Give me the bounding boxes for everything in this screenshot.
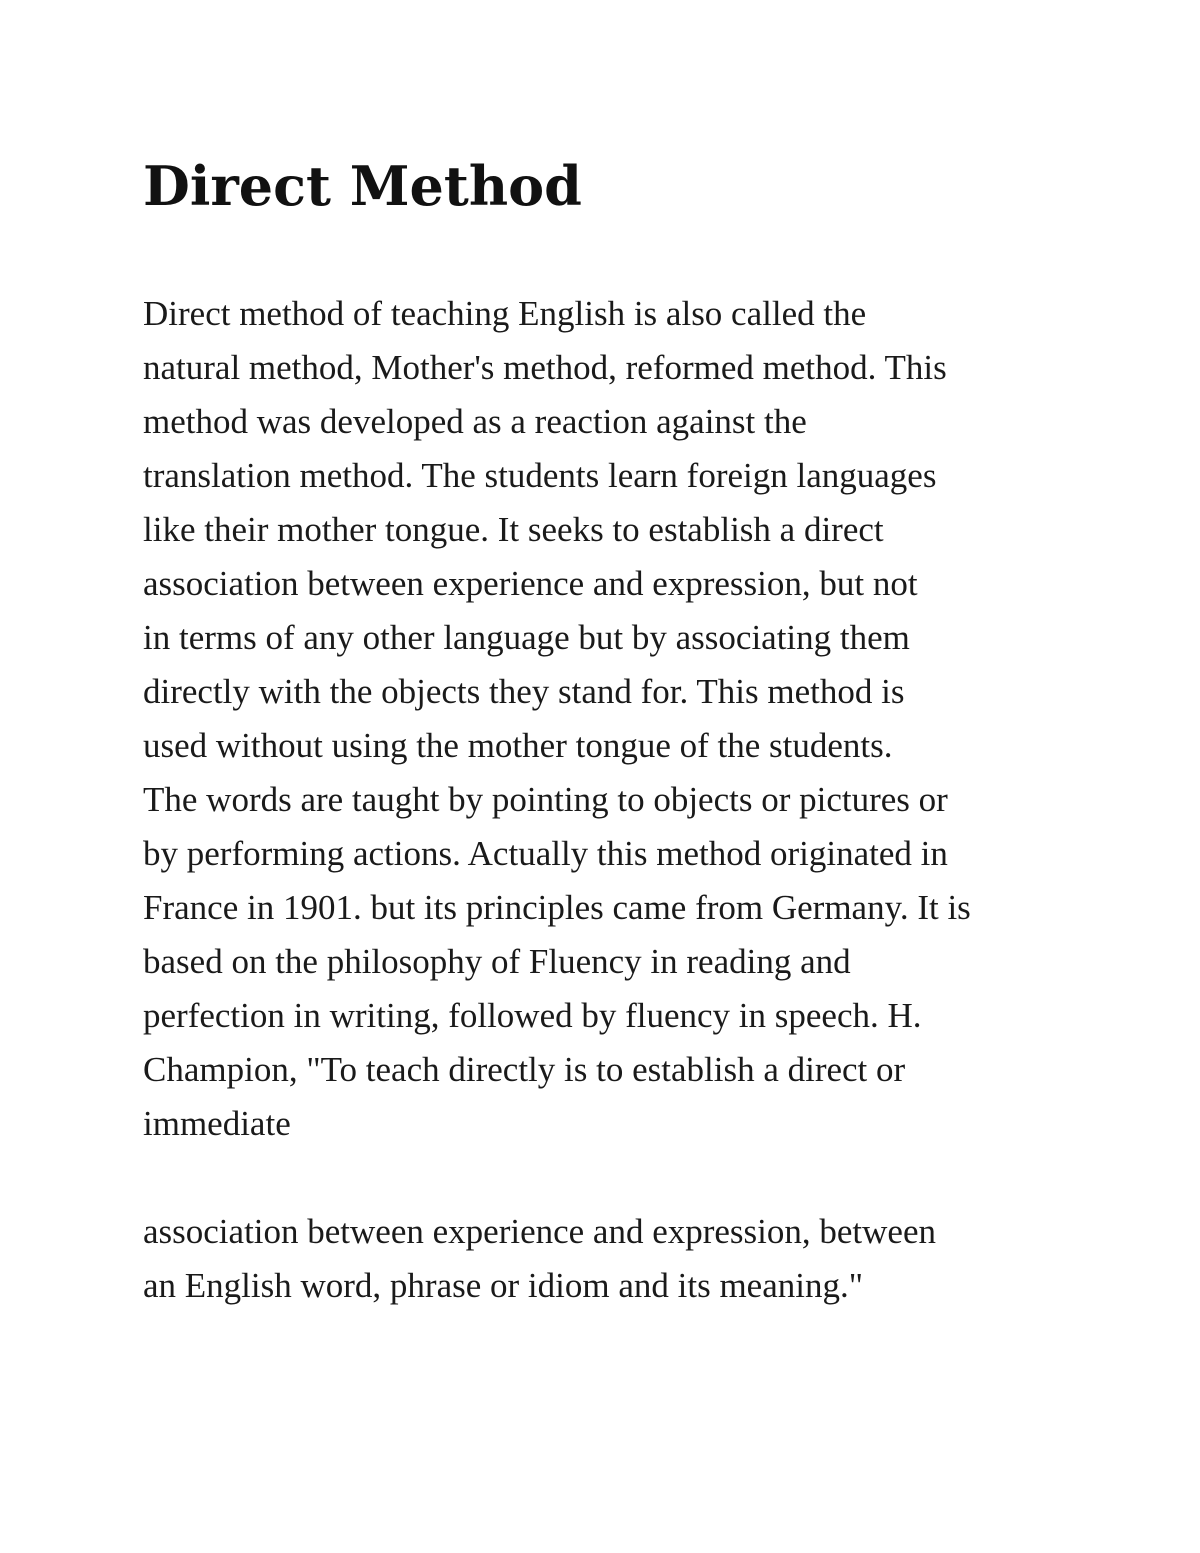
text-line: association between experience and expression, between xyxy=(143,1212,937,1251)
text-line: based on the philosophy of Fluency in reading and xyxy=(143,942,851,981)
text-line: used without using the mother tongue of the students. xyxy=(143,726,893,765)
text-line: an English word, phrase or idiom and its meaning." xyxy=(143,1266,863,1305)
text-line: directly with the objects they stand for. This method is xyxy=(143,672,905,711)
text-line: in terms of any other language but by associating them xyxy=(143,618,910,657)
document-title: Direct Method xyxy=(143,154,582,218)
text-line: association between experience and expression, but not xyxy=(143,564,918,603)
document-body xyxy=(143,287,1083,1313)
text-line: France in 1901. but its principles came from Germany. It is xyxy=(143,888,971,927)
paragraph-2 xyxy=(143,1205,1083,1313)
paragraph-1 xyxy=(143,287,1083,1151)
text-line: natural method, Mother's method, reformed method. This xyxy=(143,348,947,387)
text-line: like their mother tongue. It seeks to establish a direct xyxy=(143,510,884,549)
text-line: method was developed as a reaction against the xyxy=(143,402,807,441)
text-line: Direct method of teaching English is also called the xyxy=(143,294,867,333)
paragraph-gap xyxy=(143,1151,1083,1205)
text-line: perfection in writing, followed by fluency in speech. H. xyxy=(143,996,922,1035)
text-line: by performing actions. Actually this method originated in xyxy=(143,834,948,873)
text-line: The words are taught by pointing to objects or pictures or xyxy=(143,780,948,819)
text-line: immediate xyxy=(143,1104,291,1143)
text-line: Champion, "To teach directly is to establish a direct or xyxy=(143,1050,906,1089)
text-line: translation method. The students learn foreign languages xyxy=(143,456,937,495)
